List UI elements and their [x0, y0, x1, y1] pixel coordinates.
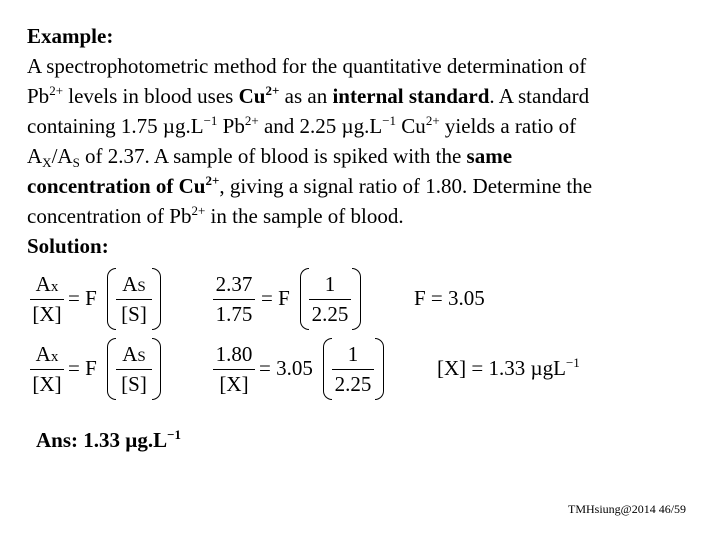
answer: Ans: 1.33 $\mu g.L^{-1}$ — [36, 427, 182, 452]
problem-line-2: $Pb^{2+}$ levels in blood uses $Cu^{2+}$ as an internal standard. A standard — [27, 83, 590, 108]
f-result: F = 3.05 — [414, 286, 485, 310]
paren-right — [352, 268, 361, 330]
problem-line-6: concentration of $Pb^{2+}$ in the sample of blood. — [27, 203, 404, 228]
paren-right — [152, 338, 161, 400]
paren-left — [107, 338, 116, 400]
problem-text — [27, 21, 707, 261]
fraction-ax-x: Ax [X] — [30, 342, 64, 397]
fraction-as-s: AS [S] — [116, 342, 152, 397]
paren-left — [323, 338, 332, 400]
fraction-ax-x: Ax [X] — [30, 272, 64, 327]
equals-305: = 3.05 — [259, 356, 313, 380]
equals-f: = F — [68, 356, 97, 380]
equals-f-2: = F — [261, 286, 290, 310]
solution-label: Solution: — [27, 234, 109, 258]
fraction-as-s: AS [S] — [116, 272, 152, 327]
problem-line-1: A spectrophotometric method for the quantitative determination of — [27, 54, 587, 78]
equals-f: = F — [68, 286, 97, 310]
problem-line-4: $A_X/A_S$ of 2.37. A sample of blood is spiked with the same — [27, 144, 513, 170]
paren-right — [152, 268, 161, 330]
problem-line-5: concentration of $Cu^{2+}$, giving a signal ratio of 1.80. Determine the — [27, 173, 593, 198]
fraction-1-225: 1 2.25 — [309, 272, 351, 327]
paren-left — [107, 268, 116, 330]
fraction-180-x: 1.80 [X] — [213, 342, 255, 397]
fraction-1-225: 1 2.25 — [332, 342, 374, 397]
example-heading: Example: — [27, 24, 114, 48]
paren-right — [375, 338, 384, 400]
problem-line-3: containing 1.75 $\mu g.L^{-1}$ $Pb^{2+}$ and 2.25 $\mu g.L^{-1}$ $Cu^{2+}$ yields a ratio of — [27, 113, 577, 138]
slide-footer: TMHsiung@2014 46/59 — [568, 502, 687, 516]
paren-left — [300, 268, 309, 330]
fraction-237-175: 2.37 1.75 — [213, 272, 255, 327]
x-result: [X] = 1.33 µgL$^{-1}$ — [437, 355, 580, 380]
